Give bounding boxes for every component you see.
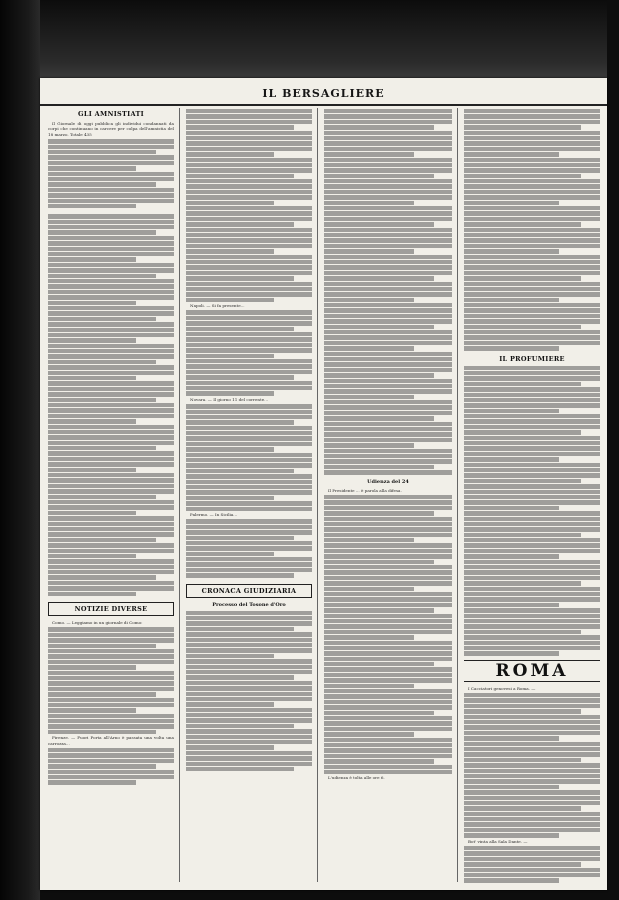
amnistiati-body bbox=[48, 139, 174, 596]
p-presidente: Il Presidente ... è parola alla difesa. bbox=[328, 487, 402, 493]
p-fine-udienza: L'udienza è tolta alle ore 6. bbox=[328, 775, 385, 781]
col2-top-body bbox=[186, 109, 312, 302]
heading-profumiere: IL PROFUMIERE bbox=[499, 354, 565, 363]
column-4 bbox=[464, 108, 600, 884]
cronaca-box bbox=[186, 584, 312, 598]
heading-processo: Processo del Tosone d'Oro bbox=[212, 601, 286, 608]
scan-top-shadow bbox=[40, 0, 607, 78]
notizie-body bbox=[48, 627, 174, 734]
p-napoli: Napoli. — Si fa presente... bbox=[190, 303, 245, 309]
roma-body bbox=[464, 693, 600, 838]
column-3 bbox=[324, 108, 452, 884]
profumiere-body bbox=[464, 366, 600, 656]
heading-udienza: Udienza del 24 bbox=[367, 478, 409, 485]
p-cacciatori: I Cacciatori genovesi a Roma. — bbox=[468, 685, 536, 691]
col4-top-body bbox=[464, 109, 600, 351]
amnistiati-intro: Il Giornale di oggi pubblica gli individui condannati da corpi che continuano in carcere per colpa dell'amnistia del 18 marzo. Totale 435 bbox=[48, 121, 174, 137]
p-sala-dante: Bot' vinta alla Sala Dante. — bbox=[468, 838, 528, 844]
cronaca-body bbox=[186, 611, 312, 772]
heading-roma: ROMA bbox=[464, 660, 600, 682]
masthead bbox=[40, 82, 607, 106]
notizie-firenze: Firenze. — Fuori Porta all'Arno è passata una volta una carrozza... bbox=[48, 735, 174, 746]
heading-cronaca-giudiziaria: CRONACA GIUDIZIARIA bbox=[201, 586, 297, 595]
column-1 bbox=[48, 108, 174, 884]
heading-gli-amnistiati: GLI AMNISTIATI bbox=[78, 110, 144, 118]
col3-top-body bbox=[324, 109, 452, 475]
udienza-body bbox=[324, 495, 452, 774]
column-rule-3 bbox=[457, 108, 458, 882]
column-rule-2 bbox=[317, 108, 318, 882]
p-novara: Novara. — Il giorno 11 del corrente... bbox=[190, 396, 269, 402]
heading-notizie-diverse: NOTIZIE DIVERSE bbox=[74, 605, 148, 614]
column-2 bbox=[186, 108, 312, 884]
film-border-left bbox=[0, 0, 40, 900]
p-palermo: Palermo. — In Sicilia... bbox=[190, 511, 238, 517]
masthead-title: IL BERSAGLIERE bbox=[262, 86, 385, 100]
newspaper-page bbox=[40, 78, 607, 890]
notizie-diverse-box bbox=[48, 602, 174, 616]
column-rule-1 bbox=[179, 108, 180, 882]
notizie-como: Como. — Leggiamo in un giornale di Como: bbox=[52, 620, 143, 626]
